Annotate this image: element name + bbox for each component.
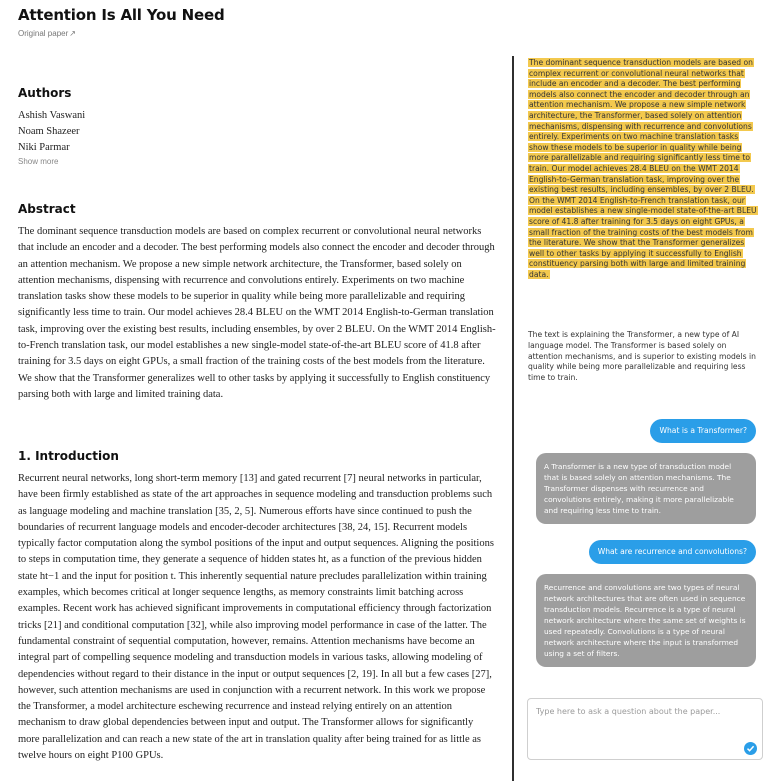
user-message: What are recurrence and convolutions? bbox=[589, 540, 756, 564]
author-name: Noam Shazeer bbox=[18, 126, 80, 137]
introduction-text: Recurrent neural networks, long short-term memory [13] and gated recurrent [7] neural networks in particular, have been firmly established as state of the art approaches in sequence modeling and transduction problems such as language modeling and machine translation [35, 2, 5]. Numerous efforts have since continued to push the boundaries of recurrent language models and encoder-decoder architectures [38, 24, 15]. Recurrent models typically factor computation along the symbol positions of the input and output sequences. Aligning the positions to steps in computation time, they generate a sequence of hidden states ht, as a function of the previous hidden state ht−1 and the input for position t. This inherently sequential nature precludes parallelization within training examples, which becomes critical at longer sequence lengths, as memory constraints limit batching across examples. Recent work has achieved significant improvements in computational efficiency through factorization tricks [21] and conditional computation [32], while also improving model performance in case of the latter. The fundamental constraint of sequential computation, however, remains. Attention mechanisms have become an integral part of compelling sequence modeling and transduction models in various tasks, allowing modeling of dependencies without regard to their distance in the input or output sequences [2, 19]. In all but a few cases [27], however, such attention mechanisms are used in conjunction with a recurrent network. In this work we propose the Transformer, a model architecture eschewing recurrence and instead relying entirely on an attention mechanism to draw global dependencies between input and output. The Transformer allows for significantly more parallelization and can reach a new state of the art in translation quality after being trained for as little as twelve hours on eight P100 GPUs. bbox=[18, 473, 494, 762]
abstract-text: The dominant sequence transduction models are based on complex recurrent or convolutional neural networks that include an encoder and a decoder. The best performing models also connect the encoder and decoder through an attention mechanism. We propose a new simple network architecture, the Transformer, based solely on attention mechanisms, dispensing with recurrence and convolutions entirely. Experiments on two machine translation tasks show these models to be superior in quality while being more parallelizable and requiring significantly less time to train. Our model achieves 28.4 BLEU on the WMT 2014 English-to-German translation task, improving over the existing best results, including ensembles, by over 2 BLEU. On the WMT 2014 English-to-French translation task, our model establishes a new single-model state-of-the-art BLEU score of 41.8 after training for 3.5 days on eight GPUs, a small fraction of the training costs of the best models from the literature. We show that the Transformer generalizes well to other tasks by applying it successfully to English constituency parsing both with large and limited training data. bbox=[18, 226, 496, 400]
author-name: Ashish Vaswani bbox=[18, 110, 86, 121]
show-more-authors-button[interactable]: Show more bbox=[18, 157, 59, 166]
original-paper-link[interactable] bbox=[18, 29, 76, 38]
question-input[interactable] bbox=[536, 707, 736, 716]
highlighted-selection bbox=[528, 58, 760, 280]
question-box[interactable] bbox=[527, 698, 763, 760]
user-message: What is a Transformer? bbox=[650, 419, 756, 443]
authors-heading: Authors bbox=[18, 86, 72, 100]
selection-summary: The text is explaining the Transformer, a new type of AI language model. The Transformer is based solely on attention mechanisms, and is superior to existing models in quality while being more parallelizable and requiring less time to train. bbox=[528, 330, 756, 383]
assistant-message: Recurrence and convolutions are two types of neural network architectures that are often used in sequence transduction models. Recurrence is a type of neural network architecture where the same set of weights is used repeatedly. Convolutions is a type of neural network architecture where the input is transformed using a set of filters. bbox=[536, 574, 756, 667]
abstract-heading: Abstract bbox=[18, 202, 76, 216]
original-paper-link-label[interactable]: Original paper bbox=[18, 29, 69, 38]
external-link-icon: ↗ bbox=[69, 29, 76, 38]
paper-title: Attention Is All You Need bbox=[18, 6, 225, 24]
author-name: Niki Parmar bbox=[18, 142, 70, 153]
assistant-panel bbox=[514, 0, 770, 781]
send-check-icon[interactable] bbox=[744, 742, 757, 755]
assistant-message: A Transformer is a new type of transduction model that is based solely on attention mechanisms. The Transformer dispenses with recurrence and convolutions entirely, making it more parallelizable and requiring less time to train. bbox=[536, 453, 756, 524]
introduction-heading: 1. Introduction bbox=[18, 449, 119, 463]
highlighted-selection-text: The dominant sequence transduction models are based on complex recurrent or convolutional neural networks that include an encoder and a decoder. The best performing models also connect the encoder and decoder through an attention mechanism. We propose a new simple network architecture, the Transformer, based solely on attention mechanisms, dispensing with recurrence and convolutions entirely. Experiments on two machine translation tasks show these models to be superior in quality while being more parallelizable and requiring significantly less time to train. Our model achieves 28.4 BLEU on the WMT 2014 English-to-German translation task, improving over the existing best results, including ensembles, by over 2 BLEU. On the WMT 2014 English-to-French translation task, our model establishes a new single-model state-of-the-art BLEU score of 41.8 after training for 3.5 days on eight GPUs, a small fraction of the training costs of the best models from the literature. We show that the Transformer generalizes well to other tasks by applying it successfully to English constituency parsing both with large and limited training data. bbox=[529, 58, 757, 279]
